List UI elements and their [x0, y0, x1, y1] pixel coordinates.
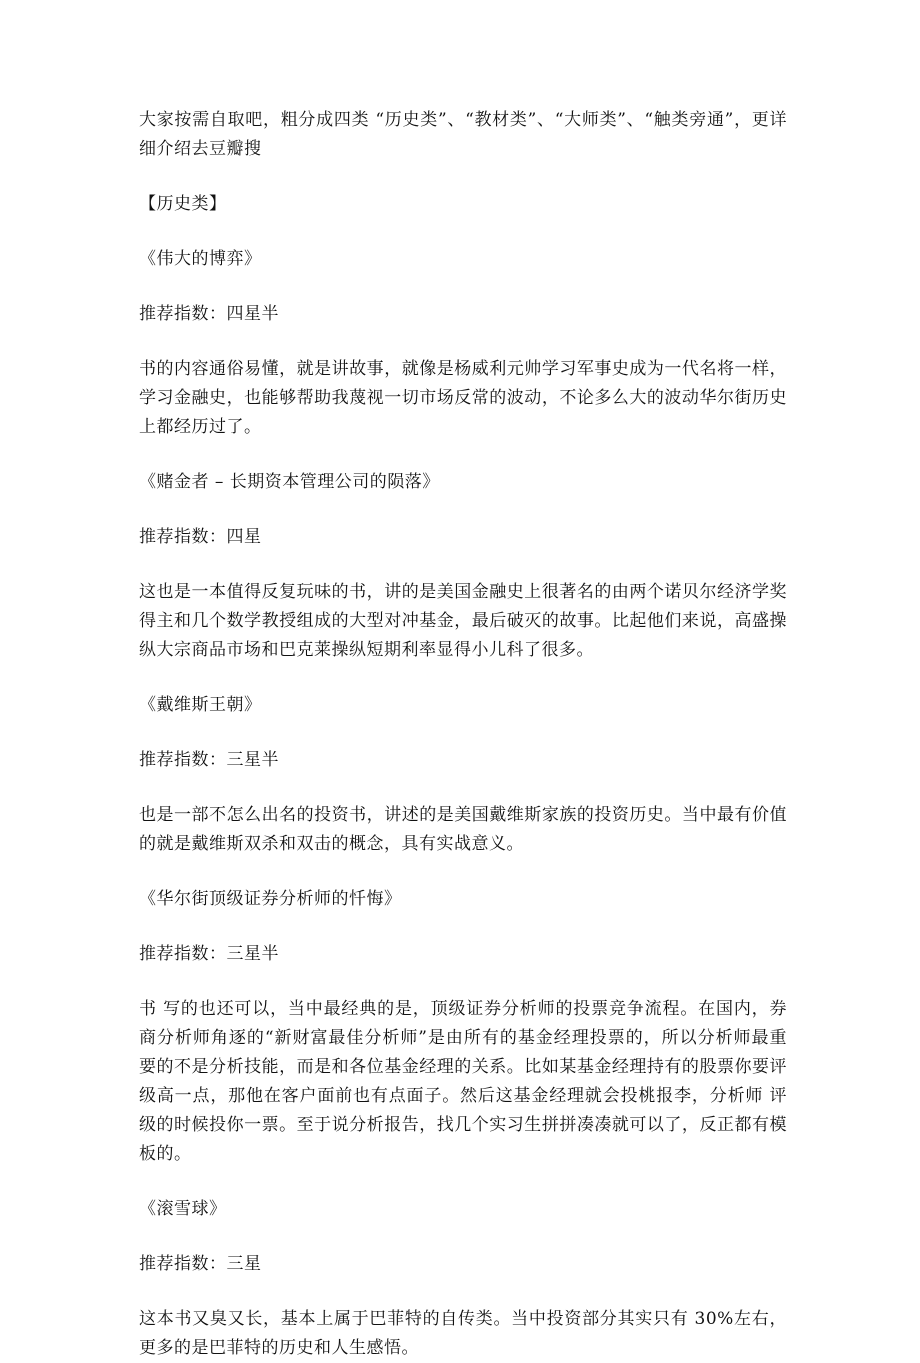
document-page [139, 106, 787, 1363]
book-rating: 推荐指数：三星半 [139, 944, 279, 964]
book-title: 《华尔街顶级证券分析师的忏悔》 [139, 889, 402, 909]
book-title: 《赌金者 – 长期资本管理公司的陨落》 [139, 472, 440, 492]
book-title: 《滚雪球》 [139, 1199, 227, 1219]
book-rating: 推荐指数：四星 [139, 527, 262, 547]
book-review: 这本书又臭又长，基本上属于巴菲特的自传类。当中投资部分其实只有 30%左右，更多的是巴菲特的历史和人生感悟。 [139, 1309, 787, 1358]
book-review: 这也是一本值得反复玩味的书，讲的是美国金融史上很著名的由两个诺贝尔经济学奖得主和几个数学教授组成的大型对冲基金，最后破灭的故事。比起他们来说，高盛操纵大宗商品市场和巴克莱操纵短期利率显得小儿科了很多。 [139, 582, 787, 660]
book-title: 《伟大的博弈》 [139, 249, 262, 269]
book-review: 也是一部不怎么出名的投资书，讲述的是美国戴维斯家族的投资历史。当中最有价值的就是戴维斯双杀和双击的概念，具有实战意义。 [139, 805, 787, 854]
book-rating: 推荐指数：三星半 [139, 750, 279, 770]
book-rating: 推荐指数：四星半 [139, 304, 279, 324]
book-title: 《戴维斯王朝》 [139, 695, 262, 715]
intro-paragraph: 大家按需自取吧，粗分成四类 “历史类”、“教材类”、“大师类”、“触类旁通”，更详细介绍去豆瓣搜 [139, 110, 787, 159]
book-review: 书的内容通俗易懂，就是讲故事，就像是杨威利元帅学习军事史成为一代名将一样，学习金融史，也能够帮助我蔑视一切市场反常的波动，不论多么大的波动华尔街历史上都经历过了。 [139, 359, 787, 437]
book-review: 书 写的也还可以，当中最经典的是，顶级证券分析师的投票竞争流程。在国内，券商分析师角逐的“新财富最佳分析师”是由所有的基金经理投票的，所以分析师最重 要的不是分析技能，而是和各位基金经理的关系。比如某基金经理持有的股票你要评级高一点，那他在客户面前也有点面子。然后这基金经理就会投桃报李，分析师 评级的时候投你一票。至于说分析报告，找几个实习生拼拼凑凑就可以了，反正都有模板的。 [139, 999, 787, 1164]
section-heading: 【历史类】 [139, 194, 227, 214]
book-rating: 推荐指数：三星 [139, 1254, 262, 1274]
